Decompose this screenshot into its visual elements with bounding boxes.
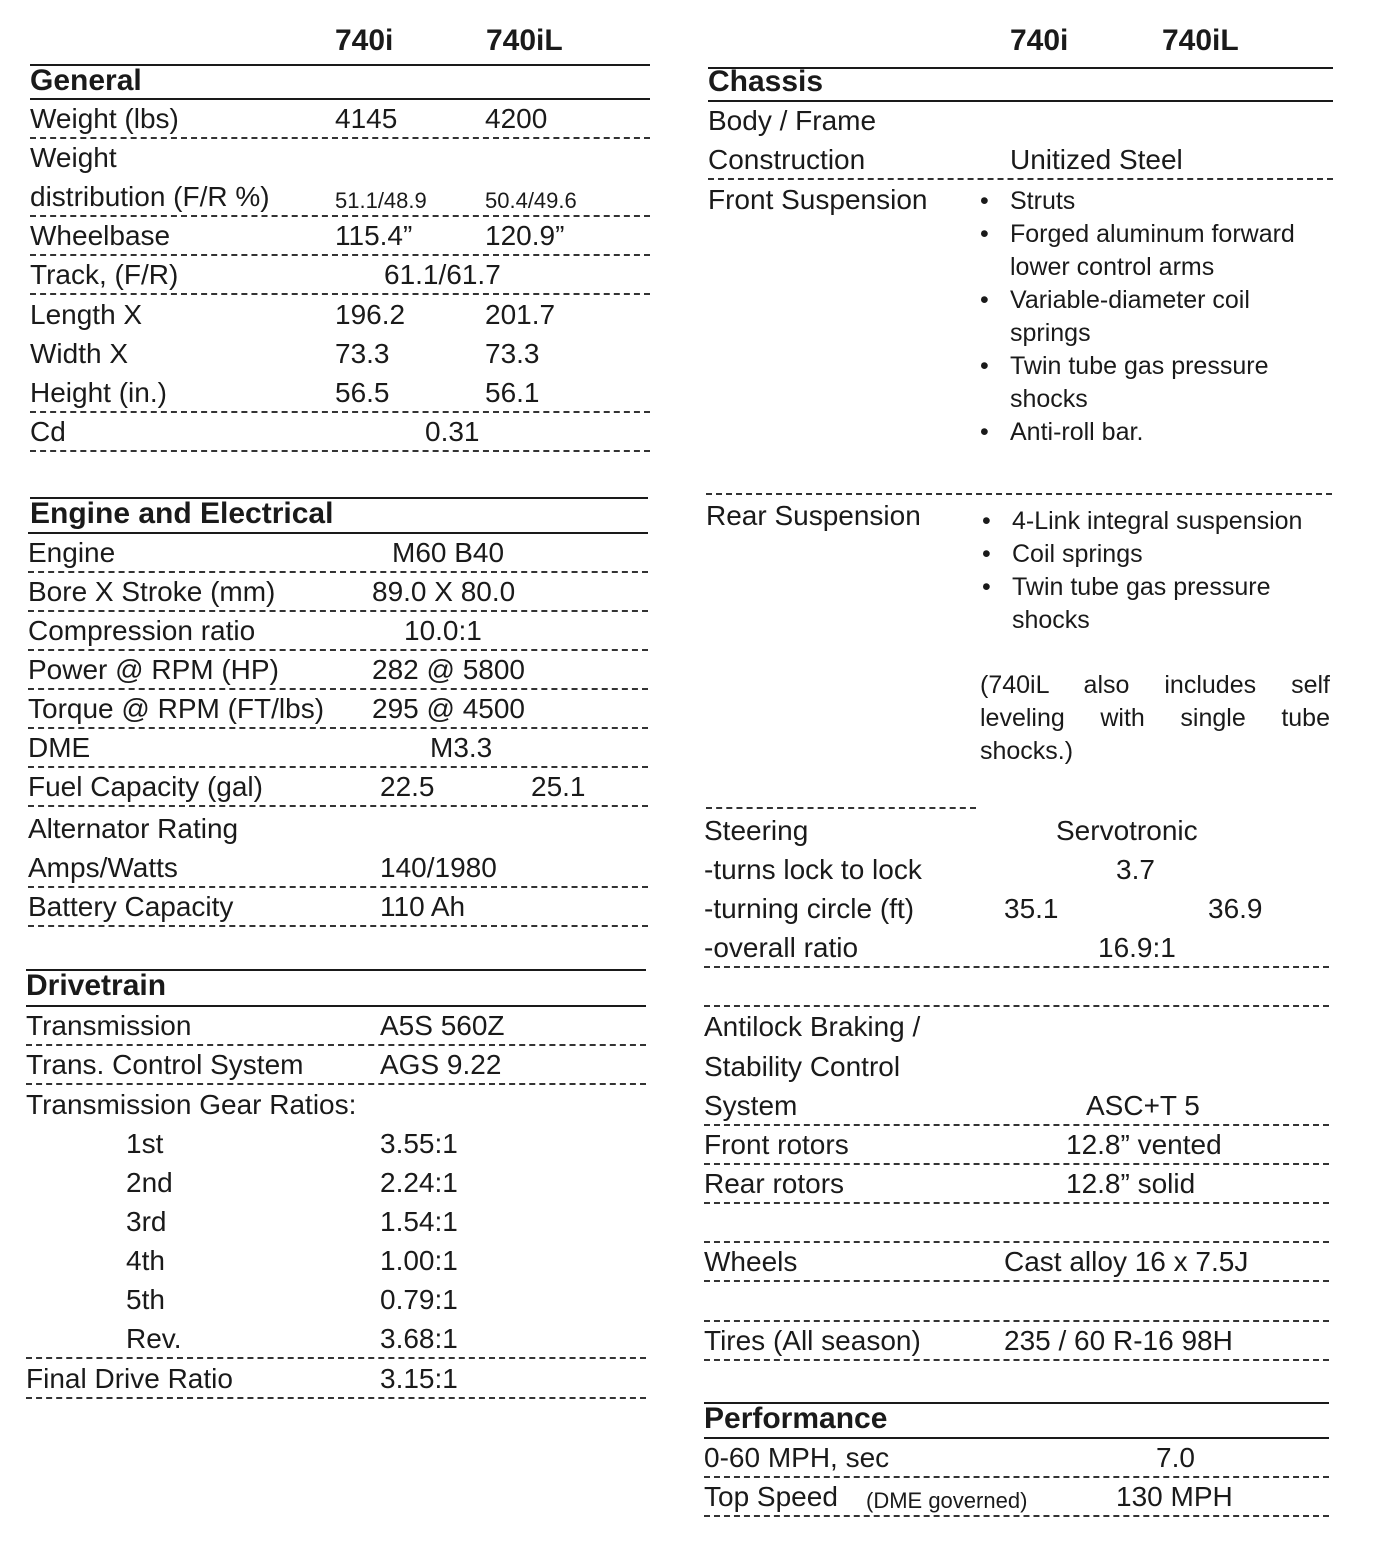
spec-row bbox=[28, 612, 648, 651]
col-header-740il: 740iL bbox=[1162, 24, 1239, 57]
spec-label: Fuel Capacity (gal) bbox=[28, 771, 263, 802]
spec-value-shared: 110 Ah bbox=[380, 891, 466, 922]
spec-row bbox=[704, 929, 1329, 968]
spec-label: -turning circle (ft) bbox=[704, 893, 915, 924]
spec-label: distribution (F/R %) bbox=[30, 181, 270, 212]
spec-row bbox=[704, 812, 1329, 851]
spec-label: Construction bbox=[708, 144, 866, 175]
spec-value-shared: 295 @ 4500 bbox=[372, 693, 525, 724]
spec-label: Torque @ RPM (FT/lbs) bbox=[28, 693, 325, 724]
spec-label: Transmission Gear Ratios: bbox=[26, 1089, 357, 1120]
spec-value-shared: M3.3 bbox=[430, 732, 493, 763]
spec-label: Power @ RPM (HP) bbox=[28, 654, 279, 685]
spec-value-shared: A5S 560Z bbox=[380, 1010, 505, 1041]
spec-value-740i: 56.5 bbox=[335, 377, 390, 408]
spec-value-shared: 89.0 X 80.0 bbox=[372, 576, 516, 607]
spec-row bbox=[30, 413, 650, 452]
spec-row bbox=[704, 1165, 1329, 1204]
list-item: • Variable-diameter coil springs bbox=[980, 284, 1330, 350]
gear-label: 2nd bbox=[126, 1167, 173, 1198]
spec-value-740i: 73.3 bbox=[335, 338, 390, 369]
gear-row bbox=[26, 1281, 646, 1320]
gear-ratio: 1.00:1 bbox=[380, 1245, 458, 1276]
section-title-engine: Engine and Electrical bbox=[30, 497, 334, 530]
list-item: • 4-Link integral suspension bbox=[982, 505, 1332, 538]
section-title-performance: Performance bbox=[704, 1402, 888, 1435]
rear-suspension-list bbox=[982, 505, 1332, 637]
spec-value-shared: 16.9:1 bbox=[1098, 932, 1176, 963]
spec-label: Front rotors bbox=[704, 1129, 849, 1160]
spec-row bbox=[704, 1243, 1329, 1282]
spec-label: Weight bbox=[30, 142, 117, 173]
spec-row bbox=[28, 810, 648, 849]
list-item: • Twin tube gas pressure shocks bbox=[980, 350, 1330, 416]
spec-row bbox=[26, 1007, 646, 1046]
spec-row bbox=[30, 374, 650, 413]
spec-row bbox=[30, 256, 650, 295]
spec-value-740il: 120.9” bbox=[485, 220, 565, 251]
spec-row bbox=[30, 100, 650, 139]
spec-value-shared: 12.8” solid bbox=[1066, 1168, 1196, 1199]
gear-ratio: 1.54:1 bbox=[380, 1206, 458, 1237]
row-divider bbox=[706, 493, 1332, 495]
spec-value-740i: 35.1 bbox=[1004, 893, 1059, 924]
gear-row bbox=[26, 1125, 646, 1164]
gear-label: 3rd bbox=[126, 1206, 167, 1237]
spec-row bbox=[704, 1048, 1329, 1087]
spec-label: Height (in.) bbox=[30, 377, 167, 408]
spec-value-740il: 4200 bbox=[485, 103, 548, 134]
spec-value-shared: 3.7 bbox=[1116, 854, 1155, 885]
spec-label: Cd bbox=[30, 416, 66, 447]
spec-row bbox=[28, 534, 648, 573]
spec-row bbox=[28, 690, 648, 729]
spec-value-shared: 10.0:1 bbox=[404, 615, 482, 646]
spec-value-shared: 282 @ 5800 bbox=[372, 654, 525, 685]
gear-label: 5th bbox=[126, 1284, 165, 1315]
spec-value-shared: 12.8” vented bbox=[1066, 1129, 1222, 1160]
gear-row bbox=[26, 1203, 646, 1242]
spec-row bbox=[28, 888, 648, 927]
spec-row bbox=[30, 217, 650, 256]
gear-label: 1st bbox=[126, 1128, 164, 1159]
spec-row bbox=[28, 849, 648, 888]
spec-label: Transmission bbox=[26, 1010, 192, 1041]
spec-value-shared: 140/1980 bbox=[380, 852, 497, 883]
spec-label: Top Speed bbox=[704, 1481, 838, 1512]
spec-label: Wheelbase bbox=[30, 220, 171, 251]
spec-row bbox=[704, 1478, 1329, 1517]
spec-label: -overall ratio bbox=[704, 932, 859, 963]
gear-row bbox=[26, 1242, 646, 1281]
spec-label: Amps/Watts bbox=[28, 852, 178, 883]
spec-label: 0-60 MPH, sec bbox=[704, 1442, 890, 1473]
gear-ratio: 3.55:1 bbox=[380, 1128, 458, 1159]
spec-row bbox=[30, 335, 650, 374]
gear-label: Rev. bbox=[126, 1323, 182, 1354]
spec-row bbox=[708, 102, 1333, 141]
spec-label: Wheels bbox=[704, 1246, 798, 1277]
spec-label: Rear rotors bbox=[704, 1168, 845, 1199]
rear-suspension-note: (740iL also includes self leveling with single tube shocks.) bbox=[980, 671, 1330, 765]
spec-row bbox=[30, 139, 650, 178]
spec-label: Final Drive Ratio bbox=[26, 1363, 233, 1394]
spec-label: Width X bbox=[30, 338, 129, 369]
spec-value-shared: Cast alloy 16 x 7.5J bbox=[1004, 1246, 1249, 1277]
spec-value-shared: 235 / 60 R-16 98H bbox=[1004, 1325, 1233, 1356]
spec-value-shared: Servotronic bbox=[1056, 815, 1198, 846]
spec-label: Trans. Control System bbox=[26, 1049, 304, 1080]
spec-label: System bbox=[704, 1090, 798, 1121]
spec-label: Track, (F/R) bbox=[30, 259, 179, 290]
spec-value-shared: 0.31 bbox=[425, 416, 480, 447]
spec-value-shared: ASC+T 5 bbox=[1086, 1090, 1200, 1121]
spec-value-shared: 3.15:1 bbox=[380, 1363, 458, 1394]
spec-row bbox=[28, 573, 648, 612]
row-divider bbox=[704, 1005, 1329, 1007]
spec-value-740il: 36.9 bbox=[1208, 893, 1263, 924]
list-item: • Anti-roll bar. bbox=[980, 416, 1330, 449]
gear-row bbox=[26, 1164, 646, 1203]
section-title-chassis: Chassis bbox=[708, 65, 824, 98]
list-item: • Struts bbox=[980, 185, 1330, 218]
spec-label: Stability Control bbox=[704, 1051, 901, 1082]
spec-note: (DME governed) bbox=[866, 1488, 1028, 1513]
spec-label: -turns lock to lock bbox=[704, 854, 922, 885]
spec-label: DME bbox=[28, 732, 91, 763]
spec-label: Battery Capacity bbox=[28, 891, 234, 922]
gear-ratio: 3.68:1 bbox=[380, 1323, 458, 1354]
spec-row bbox=[704, 1126, 1329, 1165]
spec-row bbox=[30, 296, 650, 335]
spec-value-shared: 61.1/61.7 bbox=[384, 259, 501, 290]
spec-row bbox=[26, 1046, 646, 1085]
spec-label: Length X bbox=[30, 299, 143, 330]
spec-value-shared: Unitized Steel bbox=[1010, 144, 1183, 175]
spec-row bbox=[26, 1360, 646, 1399]
spec-value-shared: M60 B40 bbox=[392, 537, 505, 568]
spec-label: Body / Frame bbox=[708, 105, 877, 136]
spec-label: Tires (All season) bbox=[704, 1325, 921, 1356]
gear-ratio: 0.79:1 bbox=[380, 1284, 458, 1315]
spec-row bbox=[704, 890, 1329, 929]
spec-row bbox=[28, 768, 648, 807]
spec-label: Compression ratio bbox=[28, 615, 256, 646]
spec-value-740il: 50.4/49.6 bbox=[485, 188, 577, 213]
spec-label: Alternator Rating bbox=[28, 813, 239, 844]
spec-row bbox=[26, 1086, 646, 1125]
col-header-740i: 740i bbox=[1010, 24, 1069, 57]
spec-label: Antilock Braking / bbox=[704, 1011, 921, 1042]
gear-row bbox=[26, 1320, 646, 1359]
spec-row bbox=[704, 1439, 1329, 1478]
spec-value-shared: AGS 9.22 bbox=[380, 1049, 502, 1080]
spec-label: Weight (lbs) bbox=[30, 103, 179, 134]
spec-value-740il: 201.7 bbox=[485, 299, 556, 330]
col-header-740il: 740iL bbox=[486, 24, 563, 57]
spec-value-740i: 4145 bbox=[335, 103, 398, 134]
spec-value-740i: 51.1/48.9 bbox=[335, 188, 427, 213]
spec-value-740il: 25.1 bbox=[531, 771, 586, 802]
spec-value-shared: 130 MPH bbox=[1116, 1481, 1233, 1512]
spec-value-740i: 115.4” bbox=[335, 220, 413, 251]
spec-label: Rear Suspension bbox=[706, 500, 921, 531]
spec-label: Front Suspension bbox=[708, 184, 928, 215]
spec-value-740i: 22.5 bbox=[380, 771, 435, 802]
list-item: • Coil springs bbox=[982, 538, 1332, 571]
section-title-drivetrain: Drivetrain bbox=[26, 969, 167, 1002]
spec-value-740i: 196.2 bbox=[335, 299, 406, 330]
list-item: • Forged aluminum forward lower control arms bbox=[980, 218, 1330, 284]
spec-row bbox=[704, 1322, 1329, 1361]
spec-row bbox=[704, 1087, 1329, 1126]
spec-label: Steering bbox=[704, 815, 809, 846]
col-header-740i: 740i bbox=[335, 24, 394, 57]
gear-label: 4th bbox=[126, 1245, 165, 1276]
spec-label: Bore X Stroke (mm) bbox=[28, 576, 276, 607]
section-title-general: General bbox=[30, 64, 142, 97]
row-divider bbox=[706, 807, 976, 809]
spec-row bbox=[30, 178, 650, 217]
spec-row bbox=[704, 851, 1329, 890]
spec-row bbox=[708, 141, 1333, 180]
spec-label: Engine bbox=[28, 537, 116, 568]
spec-row bbox=[28, 651, 648, 690]
gear-ratio: 2.24:1 bbox=[380, 1167, 458, 1198]
spec-row bbox=[704, 1008, 1329, 1047]
spec-value-shared: 7.0 bbox=[1156, 1442, 1195, 1473]
list-item: • Twin tube gas pressure shocks bbox=[982, 571, 1332, 637]
front-suspension-list bbox=[980, 185, 1330, 449]
spec-value-740il: 56.1 bbox=[485, 377, 540, 408]
spec-row bbox=[28, 729, 648, 768]
spec-value-740il: 73.3 bbox=[485, 338, 540, 369]
